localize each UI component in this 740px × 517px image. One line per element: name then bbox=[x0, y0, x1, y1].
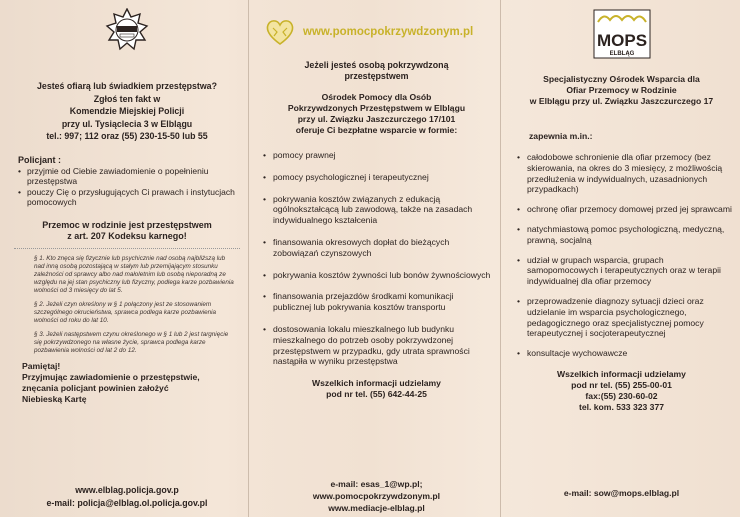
law-excerpt bbox=[14, 248, 240, 355]
list-item: • udział w grupach wsparcia, grupach samopomocowych i terapeutycznych oraz w terapii indywidualnej dla ofiar przemocy bbox=[515, 255, 732, 287]
info-phone: pod nr tel. (55) 642-44-25 bbox=[326, 389, 427, 400]
list-item: • pokrywania kosztów żywności lub bonów żywnościowych bbox=[261, 270, 492, 281]
list-item: • finansowania przejazdów środkami komunikacji publicznej lub pokrywania kosztów transportu bbox=[261, 291, 492, 313]
mops-email-link[interactable]: e-mail: sow@mops.elblag.pl bbox=[563, 488, 680, 498]
police-intro-line: Jesteś ofiarą lub świadkiem przestępstwa? bbox=[37, 81, 217, 91]
intro-line: Jeżeli jesteś osobą pokrzywdzoną bbox=[304, 60, 449, 70]
website-title[interactable]: www.pomocpokrzywdzonym.pl bbox=[303, 26, 474, 38]
mops-logo-text: MOPS bbox=[596, 31, 647, 50]
mops-services-list bbox=[515, 152, 732, 359]
police-intro-line: Zgłoś ten fakt w bbox=[93, 93, 161, 104]
remember-line: Przyjmując zawiadomienie o przestępstwie, bbox=[22, 371, 200, 382]
panel-victim-support bbox=[248, 0, 500, 517]
mops-logo-icon bbox=[592, 8, 652, 60]
remember-box bbox=[22, 361, 240, 405]
mops-logo-subtext: ELBLĄG bbox=[609, 51, 634, 57]
remember-line: Pamiętaj! bbox=[22, 360, 61, 371]
list-item: • całodobowe schronienie dla ofiar przemocy (bez skierowania, na okres do 3 miesięcy, z możliwością przedłużenia w indywidualnych, uzasadnionych przypadkach) bbox=[515, 152, 732, 195]
panel-mops bbox=[500, 0, 740, 517]
list-item: • pomocy psychologicznej i terapeutycznej bbox=[261, 172, 492, 183]
website-link[interactable]: www.mediacje-elblag.pl bbox=[328, 503, 425, 513]
police-links bbox=[14, 484, 240, 510]
intro-line: Ofiar Przemocy w Rodzinie bbox=[566, 85, 677, 95]
info-line: fax:(55) 230-60-02 bbox=[585, 390, 658, 401]
przemoc-heading bbox=[14, 220, 240, 242]
law-paragraph: § 3. Jeżeli następstwem czynu określonego w § 1 lub 2 jest targnięcie się pokrzywdzonego na własne życie, sprawca podlega karze pozbawienia wolności od lat 2 do 12. bbox=[34, 330, 229, 354]
list-item: • natychmiastową pomoc psychologiczną, medyczną, prawną, socjalną bbox=[515, 224, 732, 246]
list-item: • pokrywania kosztów związanych z edukacją ogólnokształcącą lub zawodową, także na zasadach indywidualnego kształcenia bbox=[261, 194, 492, 226]
policjant-section bbox=[14, 155, 240, 208]
victim-support-header bbox=[265, 18, 492, 46]
law-paragraph: § 1. Kto znęca się fizycznie lub psychicznie nad osobą najbliższą lub nad inną osobą pozostającą w stałym lub przemijającym stosunku zależności od sprawcy albo nad małoletnim lub osobą nieporadną ze względu na jej stan psychiczny lub fizyczny, podlega karze pozbawienia wolności od 3 miesięcy do lat 5. bbox=[34, 254, 234, 294]
police-website-link[interactable]: www.elblag.policja.gov.p bbox=[75, 485, 179, 495]
police-intro-line: przy ul. Tysiąclecia 3 w Elblągu bbox=[61, 118, 193, 129]
victim-support-contact bbox=[261, 378, 492, 400]
list-item: • finansowania okresowych dopłat do bieżących zobowiązań czynszowych bbox=[261, 237, 492, 259]
police-intro-line: tel.: 997; 112 oraz (55) 230-15-50 lub 55 bbox=[46, 131, 208, 141]
law-paragraph: § 2. Jeżeli czyn określony w § 1 połączony jest ze stosowaniem szczególnego okrucieństwa, sprawca podlega karze pozbawienia wolności od roku do lat 10. bbox=[34, 300, 217, 324]
list-item: • pouczy Cię o przysługujących Ci prawach i instytucjach pomocowych bbox=[18, 187, 240, 208]
list-item: • przyjmie od Ciebie zawiadomienie o popełnieniu przestępstwa bbox=[18, 166, 240, 187]
police-email-link[interactable]: e-mail: policja@elblag.ol.policja.gov.pl bbox=[46, 498, 208, 508]
intro-line: oferuje Ci bezpłatne wsparcie w formie: bbox=[295, 125, 458, 135]
mops-contact bbox=[511, 369, 732, 413]
przemoc-line: z art. 207 Kodeksu karnego! bbox=[67, 230, 187, 241]
list-item: • przeprowadzenie diagnozy sytuacji dzieci oraz udzielanie im wsparcia psychologicznego, pedagogicznego oraz specjalistycznej pomocy terapeutycznej i socjoterapeutycznej bbox=[515, 296, 732, 339]
intro-line: w Elblągu przy ul. Związku Jaszczurczego 17 bbox=[529, 96, 714, 106]
intro-line: przy ul. Związku Jaszczurczego 17/101 bbox=[297, 114, 456, 124]
list-item: • konsultacje wychowawcze bbox=[515, 348, 732, 359]
przemoc-line: Przemoc w rodzinie jest przestępstwem bbox=[42, 219, 212, 230]
support-forms-list bbox=[261, 150, 492, 367]
remember-line: Niebieską Kartę bbox=[22, 393, 87, 404]
list-item: • ochronę ofiar przemocy domowej przed jej sprawcami bbox=[515, 204, 732, 215]
policjant-heading: Policjant : bbox=[18, 154, 62, 165]
website-link[interactable]: www.pomocpokrzywdzonym.pl bbox=[312, 491, 441, 501]
intro-line: przestępstwem bbox=[344, 71, 409, 81]
info-heading: Wszelkich informacji udzielamy bbox=[312, 378, 441, 389]
zapewnia-heading: zapewnia m.in.: bbox=[529, 131, 593, 141]
policjant-list bbox=[14, 166, 240, 208]
victim-support-footer bbox=[261, 478, 492, 514]
info-line: pod nr tel. (55) 255-00-01 bbox=[571, 379, 672, 390]
info-line: tel. kom. 533 323 377 bbox=[578, 401, 665, 412]
intro-line: Pokrzywdzonych Przestępstwem w Elblągu bbox=[287, 103, 466, 113]
victim-support-intro bbox=[261, 60, 492, 136]
list-item: • pomocy prawnej bbox=[261, 150, 492, 161]
police-intro-line: Komendzie Miejskiej Policji bbox=[69, 106, 185, 116]
police-intro bbox=[14, 80, 240, 143]
intro-line: Specjalistyczny Ośrodek Wsparcia dla bbox=[543, 74, 700, 84]
mops-intro bbox=[511, 74, 732, 107]
remember-line: znęcania policjant powinien założyć bbox=[22, 382, 169, 393]
mops-logo bbox=[511, 8, 732, 60]
panel-police bbox=[0, 0, 248, 517]
police-star-icon bbox=[105, 8, 149, 52]
intro-line: Ośrodek Pomocy dla Osób bbox=[321, 92, 432, 102]
list-item: • dostosowania lokalu mieszkalnego lub budynku mieszkalnego do potrzeb osoby pokrzywdzonej przestępstwem w przypadku, gdy utrata sprawności nastąpiła w wyniku przestępstwa bbox=[261, 324, 492, 367]
info-line: Wszelkich informacji udzielamy bbox=[557, 368, 686, 379]
heart-icon bbox=[265, 18, 295, 46]
police-logo bbox=[14, 8, 240, 52]
email-link[interactable]: e-mail: esas_1@wp.pl; bbox=[330, 479, 423, 489]
